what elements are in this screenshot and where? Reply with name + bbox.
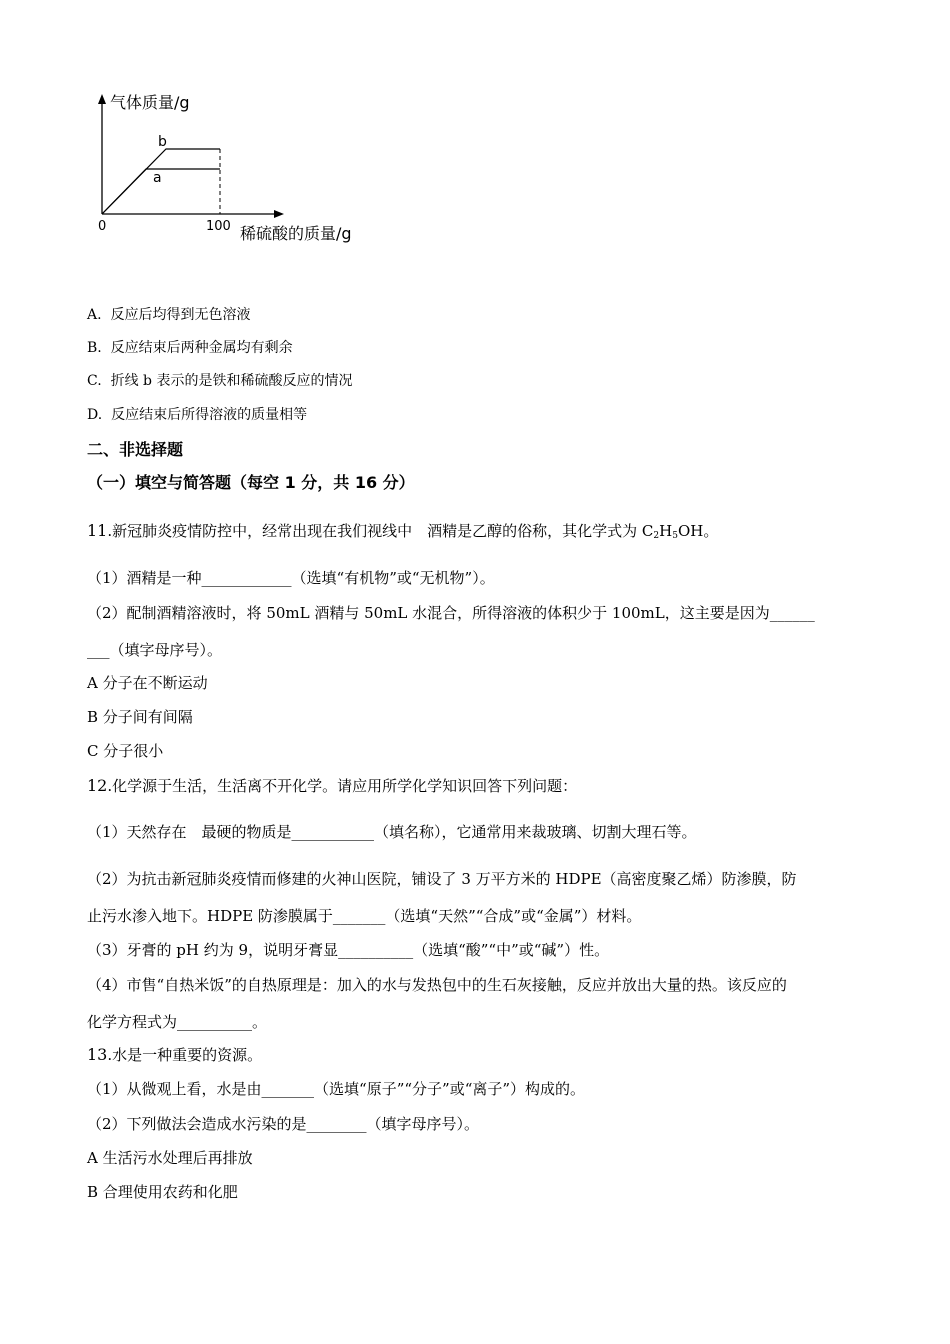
line-b-label: b	[158, 134, 167, 150]
question-13	[87, 1045, 262, 1065]
q13-part-2: （2）下列做法会造成水污染的是________（填字母序号）。	[87, 1115, 480, 1133]
x-axis-arrow	[274, 210, 284, 218]
question-number: 13	[87, 1045, 108, 1064]
q11-choice-b: B 分子间有间隔	[87, 708, 193, 726]
q12-part-4-line2: 化学方程式为__________。	[87, 1013, 268, 1031]
q11-choice-a: A 分子在不断运动	[87, 674, 208, 692]
y-axis-label: 气体质量/g	[110, 93, 190, 112]
q11-part-2-line2: ___（填字母序号）。	[87, 641, 223, 659]
option-text: 反应后均得到无色溶液	[110, 307, 251, 323]
option-text: 折线 b 表示的是铁和稀硫酸反应的情况	[110, 373, 353, 389]
formula-part: OH。	[677, 522, 719, 540]
question-12	[87, 776, 577, 796]
question-number: 11	[87, 521, 108, 540]
q13-part-1: （1）从微观上看，水是由_______（选填“原子”“分子”或“离子”）构成的。	[87, 1080, 586, 1098]
gas-mass-graph	[86, 86, 386, 256]
q13-choice-a: A 生活污水处理后再排放	[87, 1149, 253, 1167]
q11-choice-c: C 分子很小	[87, 742, 164, 760]
question-text: .水是一种重要的资源。	[107, 1046, 263, 1064]
x-tick-100: 100	[206, 219, 231, 234]
option-text: 反应结束后两种金属均有剩余	[110, 340, 293, 356]
option-d	[87, 405, 307, 425]
option-key: A.	[87, 307, 102, 323]
q12-part-2-line1: （2）为抗击新冠肺炎疫情而修建的火神山医院，铺设了 3 万平方米的 HDPE（高密度聚乙烯）防渗膜，防	[87, 870, 797, 888]
section-title: 二、非选择题	[87, 440, 184, 459]
origin-label: 0	[98, 219, 107, 234]
q12-part-4-line1: （4）市售“自热米饭”的自热原理是：加入的水与发热包中的生石灰接触，反应并放出大量的热。该反应的	[87, 976, 787, 994]
option-text: 反应结束后所得溶液的质量相等	[111, 407, 308, 423]
q12-part-3: （3）牙膏的 pH 约为 9，说明牙膏显__________（选填“酸”“中”或“碱”）性。	[87, 941, 610, 959]
subscript: 2	[653, 531, 660, 541]
x-axis-label: 稀硫酸的质量/g	[240, 224, 352, 243]
subsection-title: （一）填空与简答题（每空 1 分，共 16 分）	[87, 473, 415, 492]
q12-part-2-line2: 止污水渗入地下。HDPE 防渗膜属于_______（选填“天然”“合成”或“金属”）材料。	[87, 907, 642, 925]
line-a-label: a	[153, 170, 162, 186]
option-key: D.	[87, 407, 103, 423]
y-axis-arrow	[98, 94, 106, 104]
question-text: .新冠肺炎疫情防控中，经常出现在我们视线中 酒精是乙醇的俗称，其化学式为 C	[107, 522, 654, 540]
q11-part-1: （1）酒精是一种____________（选填“有机物”或“无机物”）。	[87, 569, 495, 587]
option-a	[87, 305, 250, 325]
question-11	[87, 521, 718, 541]
subscript: 5	[672, 531, 678, 541]
option-key: C.	[87, 373, 102, 389]
option-key: B.	[87, 340, 102, 356]
option-b	[87, 338, 293, 358]
question-text: .化学源于生活，生活离不开化学。请应用所学化学知识回答下列问题：	[107, 777, 578, 795]
option-c	[87, 371, 352, 391]
q12-part-1: （1）天然存在 最硬的物质是___________（填名称），它通常用来裁玻璃、切割大理石等。	[87, 823, 697, 841]
formula-part: H	[659, 522, 673, 540]
question-number: 12	[87, 776, 108, 795]
q11-part-2-line1: （2）配制酒精溶液时，将 50mL 酒精与 50mL 水混合，所得溶液的体积少于 100mL，这主要是因为______	[87, 604, 815, 622]
q13-choice-b: B 合理使用农药和化肥	[87, 1183, 238, 1201]
